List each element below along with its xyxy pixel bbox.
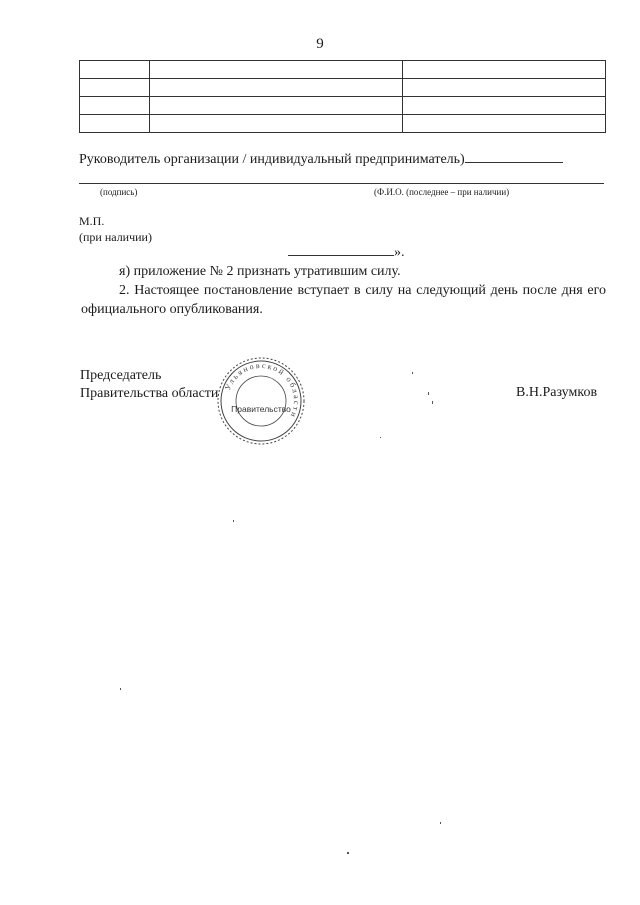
scan-speck	[432, 401, 433, 404]
table-cell	[80, 79, 150, 97]
table-cell	[150, 115, 403, 133]
table-row	[80, 115, 606, 133]
scan-speck	[347, 852, 349, 854]
table-row	[80, 97, 606, 115]
table-cell	[403, 79, 606, 97]
scan-speck	[428, 392, 429, 395]
seal-center-text: Правительство	[231, 404, 291, 414]
mp-note: (при наличии)	[79, 230, 152, 244]
table-cell	[403, 115, 606, 133]
page-number: 9	[316, 36, 324, 52]
table-cell	[150, 97, 403, 115]
signature-caption: (подпись)	[100, 187, 138, 197]
signature-rule	[79, 183, 604, 184]
paragraph-2: 2. Настоящее постановление вступает в силу на следующий день после дня его официального опубликования.	[81, 283, 606, 317]
table-row	[80, 61, 606, 79]
table-cell	[80, 97, 150, 115]
name-caption: (Ф.И.О. (последнее – при наличии)	[374, 187, 510, 197]
table-cell	[403, 61, 606, 79]
stamp-place	[79, 213, 152, 245]
data-table	[79, 60, 606, 133]
table-cell	[150, 61, 403, 79]
signatory-title-line2: Правительства области	[80, 386, 219, 401]
scan-speck	[380, 437, 381, 438]
closing-blank	[288, 243, 394, 256]
mp-label: М.П.	[79, 214, 105, 228]
table-cell	[80, 61, 150, 79]
signatory-title-line1: Председатель	[80, 368, 162, 383]
table-cell	[403, 97, 606, 115]
table-cell	[150, 79, 403, 97]
scan-speck	[440, 822, 441, 824]
scan-speck	[120, 688, 121, 690]
paragraph-ya: я) приложение № 2 признать утратившим силу.	[119, 264, 401, 279]
signature-blank	[465, 150, 563, 163]
seal-ring-text: Ульяновской области	[223, 360, 302, 421]
signatory-title	[80, 367, 218, 403]
director-label: Руководитель организации / индивидуальный предприниматель)	[79, 152, 465, 167]
scan-speck	[412, 372, 413, 374]
table-cell	[80, 115, 150, 133]
scan-speck	[233, 520, 234, 522]
closing-quote	[288, 243, 405, 261]
closing-quote-mark: ».	[394, 245, 405, 260]
director-line	[79, 150, 563, 168]
signatory-name: В.Н.Разумков	[516, 385, 598, 400]
table-row	[80, 79, 606, 97]
official-seal	[216, 356, 306, 446]
